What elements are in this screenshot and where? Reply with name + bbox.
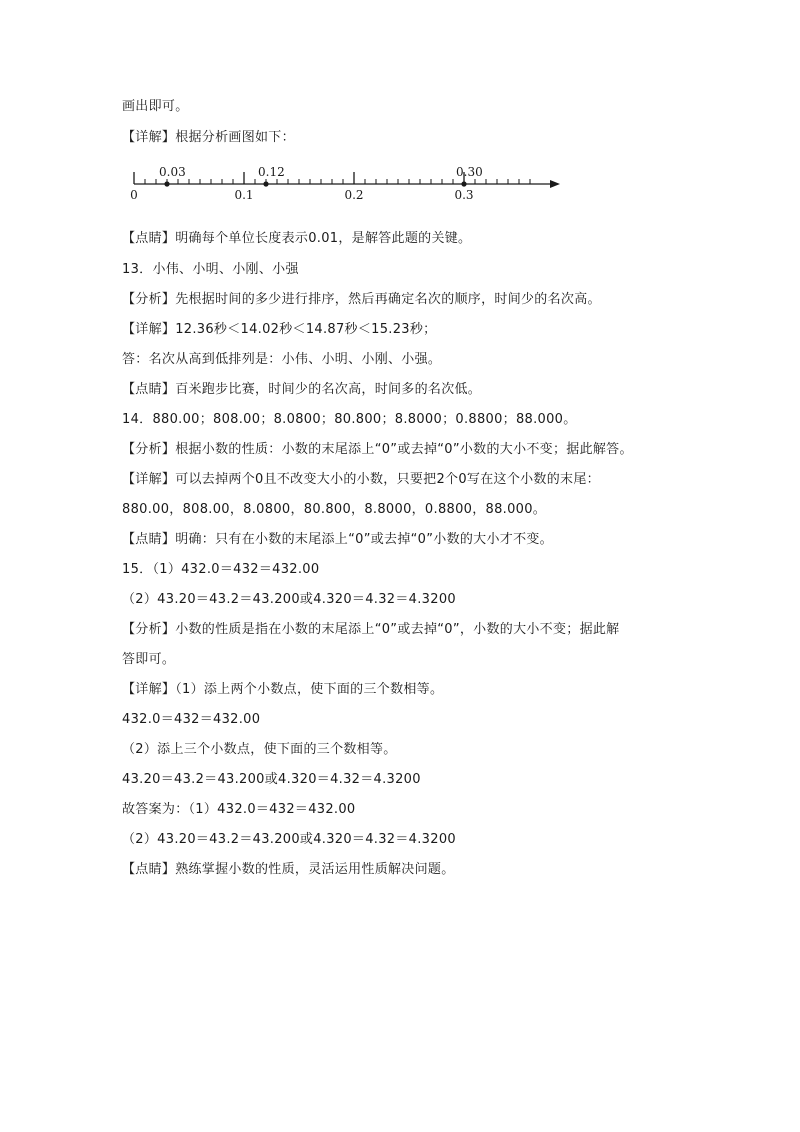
- text-line: 【点睛】明确每个单位长度表示0.01，是解答此题的关键。: [122, 231, 472, 246]
- text-line: 【分析】小数的性质是指在小数的末尾添上“0”或去掉“0”，小数的大小不变；据此解: [122, 622, 620, 637]
- text-line: 13．小伟、小明、小刚、小强: [122, 262, 299, 277]
- text-line: （2）添上三个小数点，使下面的三个数相等。: [122, 742, 397, 757]
- tick-label: 0.1: [234, 188, 254, 202]
- tick-label: 0.3: [454, 188, 474, 202]
- text-line: 432.0＝432＝432.00: [122, 712, 261, 727]
- text-line: 【详解】可以去掉两个0且不改变大小的小数，只要把2个0写在这个小数的末尾：: [122, 472, 600, 487]
- text-line: 故答案为：（1）432.0＝432＝432.00: [122, 802, 356, 817]
- tick-label: 0: [130, 188, 138, 202]
- text-line: 答：名次从高到低排列是：小伟、小明、小刚、小强。: [122, 352, 442, 367]
- point-label: 0.03: [159, 165, 186, 179]
- text-line: 15．（1）432.0＝432＝432.00: [122, 562, 320, 577]
- point-label: 0.12: [258, 165, 285, 179]
- text-line: 答即可。: [122, 652, 176, 667]
- axis-arrow: [550, 180, 560, 188]
- point-marker: [263, 181, 268, 186]
- point-label: 0.30: [456, 165, 483, 179]
- text-line: 【分析】先根据时间的多少进行排序，然后再确定名次的顺序，时间少的名次高。: [122, 292, 601, 307]
- text-line: （2）43.20＝43.2＝43.200或4.320＝4.32＝4.3200: [122, 832, 456, 847]
- text-line: 43.20＝43.2＝43.200或4.320＝4.32＝4.3200: [122, 772, 421, 787]
- text-line: 【分析】根据小数的性质：小数的末尾添上“0”或去掉“0”小数的大小不变；据此解答。: [122, 442, 633, 457]
- text-line: 880.00，808.00，8.0800，80.800，8.8000，0.8800，88.000。: [122, 502, 547, 517]
- text-line: （2）43.20＝43.2＝43.200或4.320＝4.32＝4.3200: [122, 592, 456, 607]
- text-line: 【点睛】明确：只有在小数的末尾添上“0”或去掉“0”小数的大小才不变。: [122, 532, 553, 547]
- text-line: 【点睛】熟练掌握小数的性质，灵活运用性质解决问题。: [122, 862, 455, 877]
- tick-label: 0.2: [344, 188, 364, 202]
- number-line-diagram: [120, 155, 560, 205]
- text-line: 画出即可。: [122, 99, 189, 114]
- text-line: 【详解】12.36秒＜14.02秒＜14.87秒＜15.23秒；: [122, 322, 437, 337]
- text-line: 【详解】根据分析画图如下：: [122, 130, 295, 145]
- text-line: 14．880.00；808.00；8.0800；80.800；8.8000；0.8800；88.000。: [122, 412, 577, 427]
- point-marker: [461, 181, 466, 186]
- point-marker: [164, 181, 169, 186]
- text-line: 【详解】（1）添上两个小数点，使下面的三个数相等。: [122, 682, 444, 697]
- text-line: 【点睛】百米跑步比赛，时间少的名次高，时间多的名次低。: [122, 382, 482, 397]
